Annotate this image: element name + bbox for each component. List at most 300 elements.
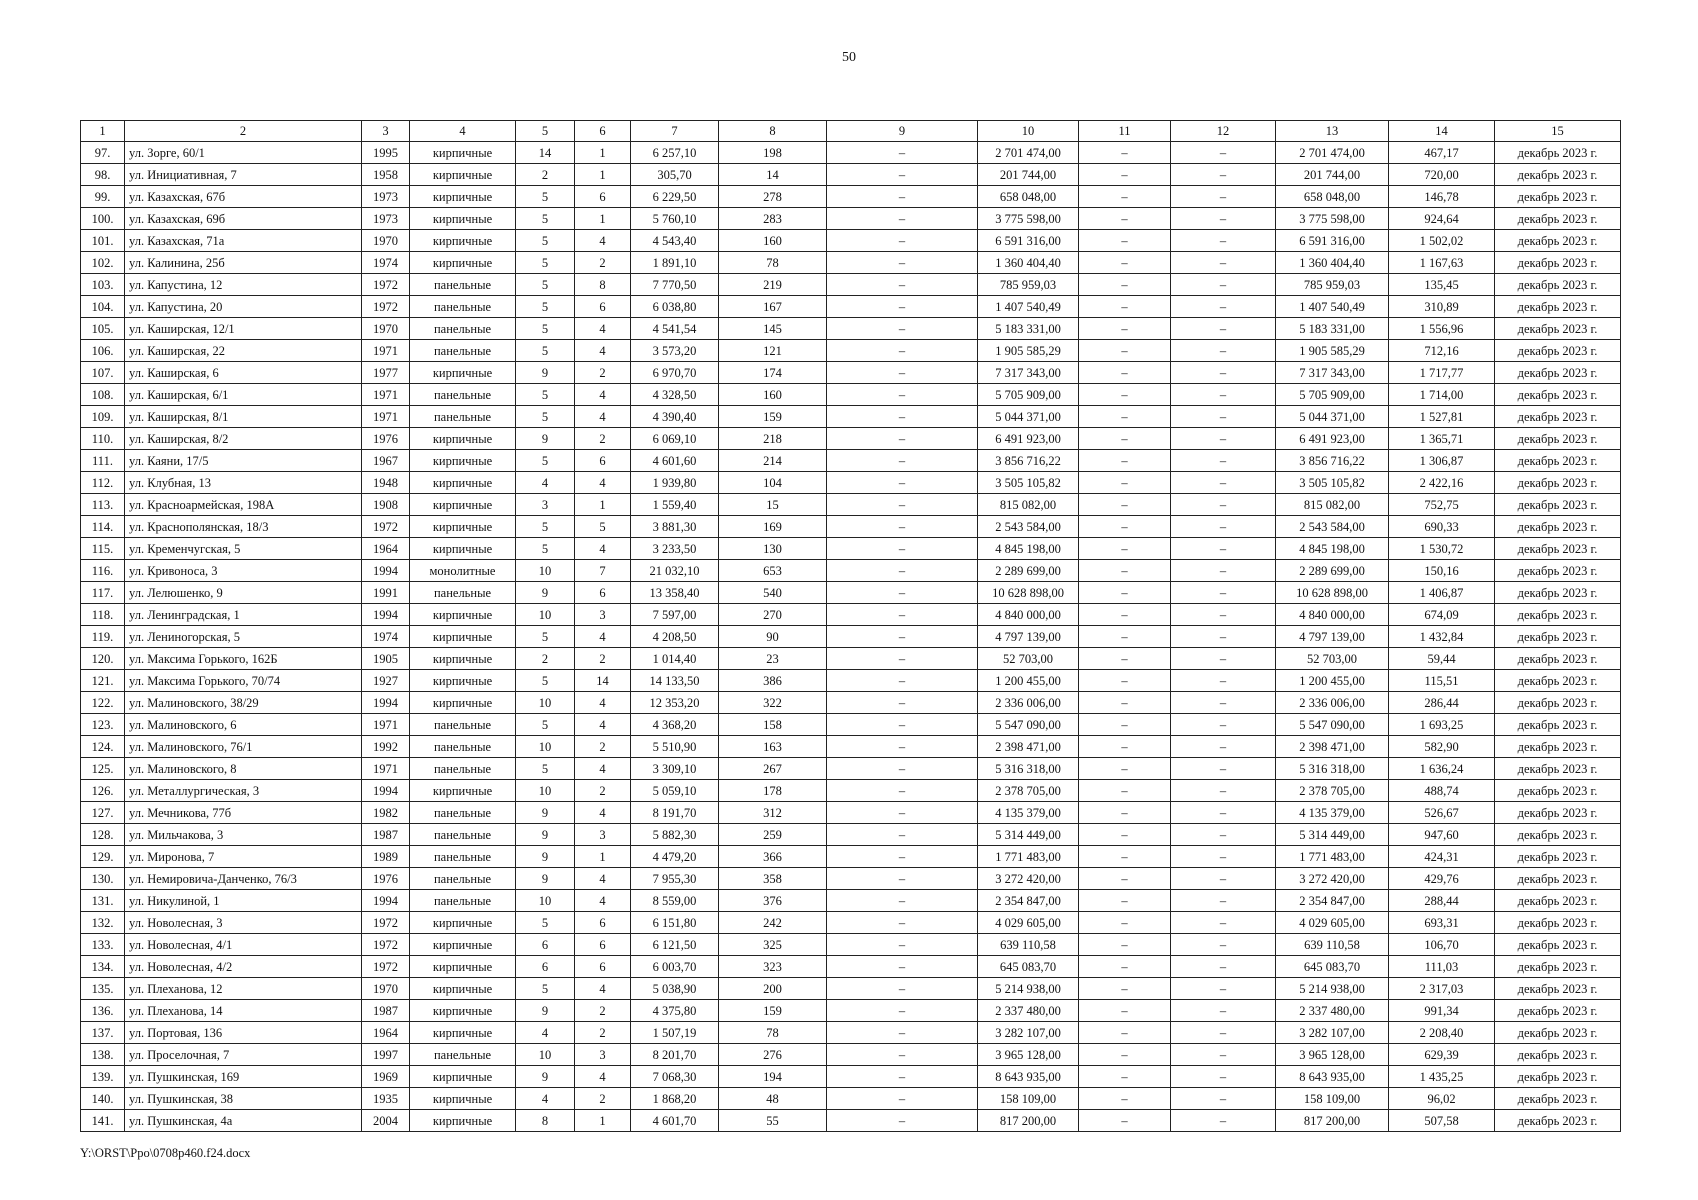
table-cell: 13 358,40 <box>631 582 719 604</box>
table-cell: ул. Малиновского, 8 <box>125 758 362 780</box>
table-cell: 1972 <box>362 516 410 538</box>
table-cell: – <box>827 1000 978 1022</box>
table-cell: 752,75 <box>1389 494 1495 516</box>
table-cell: 1 636,24 <box>1389 758 1495 780</box>
column-header: 6 <box>575 121 631 142</box>
table-cell: кирпичные <box>410 450 516 472</box>
table-cell: – <box>1171 538 1276 560</box>
table-cell: 128. <box>81 824 125 846</box>
table-cell: 267 <box>719 758 827 780</box>
table-cell: 126. <box>81 780 125 802</box>
table-cell: 653 <box>719 560 827 582</box>
table-row <box>81 824 1621 846</box>
table-cell: 283 <box>719 208 827 230</box>
table-cell: 5 <box>575 516 631 538</box>
table-cell: 2 354 847,00 <box>978 890 1079 912</box>
table-cell: 136. <box>81 1000 125 1022</box>
table-cell: 10 <box>516 1044 575 1066</box>
table-cell: ул. Максима Горького, 70/74 <box>125 670 362 692</box>
table-cell: 9 <box>516 824 575 846</box>
table-cell: панельные <box>410 582 516 604</box>
table-body <box>81 142 1621 1132</box>
table-cell: – <box>827 186 978 208</box>
table-cell: – <box>827 450 978 472</box>
column-header: 13 <box>1276 121 1389 142</box>
table-cell: 1974 <box>362 252 410 274</box>
table-cell: 2 398 471,00 <box>1276 736 1389 758</box>
table-cell: декабрь 2023 г. <box>1495 274 1621 296</box>
table-cell: декабрь 2023 г. <box>1495 472 1621 494</box>
table-cell: 3 309,10 <box>631 758 719 780</box>
table-cell: 198 <box>719 142 827 164</box>
table-cell: кирпичные <box>410 1066 516 1088</box>
column-header: 8 <box>719 121 827 142</box>
table-cell: 6 <box>575 956 631 978</box>
table-cell: – <box>827 692 978 714</box>
table-cell: 116. <box>81 560 125 582</box>
table-row <box>81 978 1621 1000</box>
table-cell: – <box>1171 142 1276 164</box>
table-cell: ул. Мильчакова, 3 <box>125 824 362 846</box>
table-cell: – <box>827 384 978 406</box>
table-cell: кирпичные <box>410 362 516 384</box>
table-cell: ул. Каширская, 8/2 <box>125 428 362 450</box>
table-cell: панельные <box>410 802 516 824</box>
table-cell: – <box>1079 340 1171 362</box>
table-cell: – <box>827 824 978 846</box>
table-cell: 1971 <box>362 340 410 362</box>
table-row <box>81 406 1621 428</box>
table-cell: – <box>827 560 978 582</box>
table-cell: 135. <box>81 978 125 1000</box>
table-cell: 2 208,40 <box>1389 1022 1495 1044</box>
table-row <box>81 560 1621 582</box>
table-cell: 1987 <box>362 824 410 846</box>
table-cell: – <box>1079 406 1171 428</box>
table-cell: декабрь 2023 г. <box>1495 1088 1621 1110</box>
table-cell: 4 328,50 <box>631 384 719 406</box>
column-header: 11 <box>1079 121 1171 142</box>
table-cell: 1905 <box>362 648 410 670</box>
table-cell: 1972 <box>362 296 410 318</box>
table-cell: 1970 <box>362 978 410 1000</box>
table-cell: 1 200 455,00 <box>978 670 1079 692</box>
table-cell: 130 <box>719 538 827 560</box>
table-cell: – <box>1079 472 1171 494</box>
table-cell: 4 208,50 <box>631 626 719 648</box>
table-cell: 6 257,10 <box>631 142 719 164</box>
table-cell: 160 <box>719 384 827 406</box>
table-cell: 14 <box>575 670 631 692</box>
table-cell: ул. Казахская, 71а <box>125 230 362 252</box>
table-cell: – <box>1079 516 1171 538</box>
table-cell: 5 183 331,00 <box>978 318 1079 340</box>
table-cell: 424,31 <box>1389 846 1495 868</box>
table-cell: 1 167,63 <box>1389 252 1495 274</box>
table-cell: ул. Ленинградская, 1 <box>125 604 362 626</box>
table-cell: – <box>1171 758 1276 780</box>
table-cell: 5 882,30 <box>631 824 719 846</box>
table-cell: 1 <box>575 494 631 516</box>
table-cell: 2 <box>575 780 631 802</box>
table-cell: ул. Клубная, 13 <box>125 472 362 494</box>
table-cell: 2 398 471,00 <box>978 736 1079 758</box>
table-cell: декабрь 2023 г. <box>1495 340 1621 362</box>
table-cell: 10 628 898,00 <box>1276 582 1389 604</box>
table-cell: 5 <box>516 274 575 296</box>
table-cell: 194 <box>719 1066 827 1088</box>
table-cell: кирпичные <box>410 780 516 802</box>
table-cell: – <box>827 428 978 450</box>
table-cell: 104. <box>81 296 125 318</box>
table-cell: 3 856 716,22 <box>978 450 1079 472</box>
table-cell: 4 <box>575 538 631 560</box>
table-cell: 133. <box>81 934 125 956</box>
table-cell: 4 601,70 <box>631 1110 719 1132</box>
table-cell: 137. <box>81 1022 125 1044</box>
table-cell: – <box>1171 560 1276 582</box>
table-cell: – <box>1079 318 1171 340</box>
table-cell: 1 <box>575 142 631 164</box>
table-cell: – <box>1171 934 1276 956</box>
table-cell: панельные <box>410 296 516 318</box>
table-cell: 146,78 <box>1389 186 1495 208</box>
table-cell: – <box>827 912 978 934</box>
table-cell: панельные <box>410 340 516 362</box>
table-cell: 5 <box>516 340 575 362</box>
table-cell: 5 760,10 <box>631 208 719 230</box>
table-cell: – <box>1079 560 1171 582</box>
table-cell: – <box>1171 318 1276 340</box>
table-cell: 5 <box>516 208 575 230</box>
table-cell: – <box>1079 362 1171 384</box>
table-cell: 219 <box>719 274 827 296</box>
table-cell: 540 <box>719 582 827 604</box>
table-cell: 259 <box>719 824 827 846</box>
table-cell: 5 316 318,00 <box>978 758 1079 780</box>
table-cell: декабрь 2023 г. <box>1495 384 1621 406</box>
table-cell: ул. Металлургическая, 3 <box>125 780 362 802</box>
table-cell: – <box>1171 846 1276 868</box>
table-cell: 6 003,70 <box>631 956 719 978</box>
table-cell: 1977 <box>362 362 410 384</box>
table-cell: 429,76 <box>1389 868 1495 890</box>
table-cell: 135,45 <box>1389 274 1495 296</box>
table-cell: 3 <box>575 824 631 846</box>
table-cell: 645 083,70 <box>978 956 1079 978</box>
table-cell: – <box>827 230 978 252</box>
table-cell: ул. Калинина, 25б <box>125 252 362 274</box>
table-cell: – <box>1171 582 1276 604</box>
table-cell: 14 133,50 <box>631 670 719 692</box>
table-cell: 4 797 139,00 <box>978 626 1079 648</box>
table-cell: 14 <box>516 142 575 164</box>
table-row <box>81 164 1621 186</box>
table-cell: декабрь 2023 г. <box>1495 626 1621 648</box>
table-cell: ул. Плеханова, 14 <box>125 1000 362 1022</box>
table-cell: 4 <box>575 758 631 780</box>
table-cell: 111. <box>81 450 125 472</box>
table-cell: – <box>1079 494 1171 516</box>
table-cell: 1 435,25 <box>1389 1066 1495 1088</box>
table-cell: – <box>1171 978 1276 1000</box>
table-row <box>81 274 1621 296</box>
table-cell: декабрь 2023 г. <box>1495 560 1621 582</box>
table-cell: 2 <box>575 1022 631 1044</box>
table-cell: – <box>1079 736 1171 758</box>
table-cell: 2 <box>516 164 575 186</box>
table-cell: 2 <box>516 648 575 670</box>
table-cell: 6 229,50 <box>631 186 719 208</box>
table-cell: – <box>827 142 978 164</box>
table-cell: 9 <box>516 846 575 868</box>
table-cell: – <box>1171 406 1276 428</box>
table-cell: 1 530,72 <box>1389 538 1495 560</box>
table-cell: ул. Пушкинская, 4а <box>125 1110 362 1132</box>
table-cell: декабрь 2023 г. <box>1495 516 1621 538</box>
table-cell: 8 201,70 <box>631 1044 719 1066</box>
table-cell: – <box>1079 868 1171 890</box>
table-cell: 12 353,20 <box>631 692 719 714</box>
table-cell: ул. Каширская, 6/1 <box>125 384 362 406</box>
table-cell: 5 <box>516 318 575 340</box>
table-cell: 10 <box>516 604 575 626</box>
table-cell: 1 717,77 <box>1389 362 1495 384</box>
table-cell: 1974 <box>362 626 410 648</box>
table-cell: 817 200,00 <box>1276 1110 1389 1132</box>
table-cell: ул. Красноармейская, 198А <box>125 494 362 516</box>
table-cell: 5 705 909,00 <box>1276 384 1389 406</box>
table-cell: 4 135 379,00 <box>978 802 1079 824</box>
table-cell: 2 422,16 <box>1389 472 1495 494</box>
table-cell: ул. Кривоноса, 3 <box>125 560 362 582</box>
table-cell: 5 214 938,00 <box>1276 978 1389 1000</box>
table-row <box>81 802 1621 824</box>
table-cell: 8 <box>575 274 631 296</box>
table-cell: ул. Новолесная, 4/2 <box>125 956 362 978</box>
table-cell: 3 573,20 <box>631 340 719 362</box>
table-cell: – <box>1171 736 1276 758</box>
table-cell: 114. <box>81 516 125 538</box>
table-cell: 1935 <box>362 1088 410 1110</box>
table-cell: 6 121,50 <box>631 934 719 956</box>
table-cell: – <box>1171 516 1276 538</box>
table-cell: – <box>1171 780 1276 802</box>
table-cell: панельные <box>410 868 516 890</box>
table-cell: 488,74 <box>1389 780 1495 802</box>
table-cell: ул. Плеханова, 12 <box>125 978 362 1000</box>
table-row <box>81 736 1621 758</box>
table-cell: 115,51 <box>1389 670 1495 692</box>
table-cell: кирпичные <box>410 1022 516 1044</box>
table-cell: декабрь 2023 г. <box>1495 296 1621 318</box>
table-cell: 1972 <box>362 934 410 956</box>
table-cell: 5 547 090,00 <box>1276 714 1389 736</box>
table-row <box>81 604 1621 626</box>
table-cell: 105. <box>81 318 125 340</box>
table-cell: – <box>1079 978 1171 1000</box>
table-row <box>81 780 1621 802</box>
table-cell: 132. <box>81 912 125 934</box>
table-cell: 78 <box>719 252 827 274</box>
table-cell: 2 <box>575 648 631 670</box>
table-cell: 134. <box>81 956 125 978</box>
table-cell: 218 <box>719 428 827 450</box>
table-row <box>81 1044 1621 1066</box>
table-cell: 1 406,87 <box>1389 582 1495 604</box>
table-cell: 3 965 128,00 <box>1276 1044 1389 1066</box>
table-cell: – <box>1079 802 1171 824</box>
table-cell: 9 <box>516 428 575 450</box>
table-cell: 121. <box>81 670 125 692</box>
table-cell: 4 <box>516 1088 575 1110</box>
table-cell: 10 <box>516 736 575 758</box>
table-cell: 1992 <box>362 736 410 758</box>
table-cell: 102. <box>81 252 125 274</box>
table-cell: 5 <box>516 758 575 780</box>
table-cell: 5 <box>516 450 575 472</box>
table-cell: декабрь 2023 г. <box>1495 318 1621 340</box>
table-cell: – <box>827 934 978 956</box>
table-cell: ул. Малиновского, 38/29 <box>125 692 362 714</box>
table-cell: – <box>827 516 978 538</box>
table-cell: 358 <box>719 868 827 890</box>
table-cell: 288,44 <box>1389 890 1495 912</box>
table-cell: 6 151,80 <box>631 912 719 934</box>
table-cell: 7 317 343,00 <box>1276 362 1389 384</box>
table-cell: ул. Капустина, 12 <box>125 274 362 296</box>
table-cell: 693,31 <box>1389 912 1495 934</box>
table-cell: – <box>1171 714 1276 736</box>
table-cell: 4 375,80 <box>631 1000 719 1022</box>
table-cell: – <box>1171 890 1276 912</box>
table-cell: 323 <box>719 956 827 978</box>
table-cell: 276 <box>719 1044 827 1066</box>
table-row <box>81 362 1621 384</box>
table-cell: ул. Новолесная, 4/1 <box>125 934 362 956</box>
table-row <box>81 538 1621 560</box>
table-cell: декабрь 2023 г. <box>1495 648 1621 670</box>
table-cell: кирпичные <box>410 934 516 956</box>
table-cell: 4 845 198,00 <box>1276 538 1389 560</box>
table-cell: 1958 <box>362 164 410 186</box>
table-cell: 4 <box>575 472 631 494</box>
table-cell: – <box>827 274 978 296</box>
table-cell: декабрь 2023 г. <box>1495 1044 1621 1066</box>
table-cell: – <box>827 472 978 494</box>
table-cell: – <box>827 890 978 912</box>
table-row <box>81 296 1621 318</box>
table-cell: декабрь 2023 г. <box>1495 164 1621 186</box>
table-cell: 3 881,30 <box>631 516 719 538</box>
table-cell: 1 407 540,49 <box>1276 296 1389 318</box>
table-cell: ул. Пушкинская, 38 <box>125 1088 362 1110</box>
table-row <box>81 1110 1621 1132</box>
table-cell: 8 559,00 <box>631 890 719 912</box>
table-cell: – <box>1171 1044 1276 1066</box>
table-cell: кирпичные <box>410 230 516 252</box>
page-number: 50 <box>842 50 856 65</box>
column-header: 4 <box>410 121 516 142</box>
table-cell: кирпичные <box>410 252 516 274</box>
table-cell: декабрь 2023 г. <box>1495 890 1621 912</box>
table-cell: 5 <box>516 912 575 934</box>
table-cell: 2 <box>575 1088 631 1110</box>
table-cell: – <box>1079 670 1171 692</box>
table-cell: 1970 <box>362 230 410 252</box>
table-cell: декабрь 2023 г. <box>1495 1066 1621 1088</box>
table-cell: – <box>1171 692 1276 714</box>
table-cell: 2 337 480,00 <box>1276 1000 1389 1022</box>
table-cell: 286,44 <box>1389 692 1495 714</box>
table-cell: 10 628 898,00 <box>978 582 1079 604</box>
table-cell: 1 <box>575 164 631 186</box>
table-cell: 10 <box>516 560 575 582</box>
table-cell: 97. <box>81 142 125 164</box>
table-cell: 4 601,60 <box>631 450 719 472</box>
table-cell: 1948 <box>362 472 410 494</box>
table-cell: 712,16 <box>1389 340 1495 362</box>
table-cell: ул. Лелюшенко, 9 <box>125 582 362 604</box>
table-cell: 947,60 <box>1389 824 1495 846</box>
table-cell: 158 <box>719 714 827 736</box>
table-cell: 3 <box>575 1044 631 1066</box>
table-cell: 785 959,03 <box>978 274 1079 296</box>
table-cell: 386 <box>719 670 827 692</box>
table-cell: 52 703,00 <box>1276 648 1389 670</box>
table-cell: 107. <box>81 362 125 384</box>
table-cell: кирпичные <box>410 692 516 714</box>
table-cell: 658 048,00 <box>978 186 1079 208</box>
table-cell: 1994 <box>362 692 410 714</box>
table-cell: 5 <box>516 626 575 648</box>
table-cell: 1964 <box>362 1022 410 1044</box>
table-cell: 4 479,20 <box>631 846 719 868</box>
table-cell: 131. <box>81 890 125 912</box>
table-cell: 6 <box>575 296 631 318</box>
table-cell: 629,39 <box>1389 1044 1495 1066</box>
table-cell: 4 <box>516 472 575 494</box>
table-cell: – <box>1079 1110 1171 1132</box>
table-cell: 106. <box>81 340 125 362</box>
table-cell: 658 048,00 <box>1276 186 1389 208</box>
table-cell: кирпичные <box>410 494 516 516</box>
table-cell: 322 <box>719 692 827 714</box>
table-cell: кирпичные <box>410 516 516 538</box>
table-cell: 1 432,84 <box>1389 626 1495 648</box>
table-cell: 150,16 <box>1389 560 1495 582</box>
table-cell: декабрь 2023 г. <box>1495 538 1621 560</box>
table-cell: ул. Каяни, 17/5 <box>125 450 362 472</box>
table-cell: 174 <box>719 362 827 384</box>
table-cell: 1971 <box>362 406 410 428</box>
table-cell: кирпичные <box>410 472 516 494</box>
table-cell: 163 <box>719 736 827 758</box>
table-cell: 1991 <box>362 582 410 604</box>
table-cell: 214 <box>719 450 827 472</box>
table-cell: 1 771 483,00 <box>978 846 1079 868</box>
table-cell: 6 491 923,00 <box>1276 428 1389 450</box>
table-cell: 15 <box>719 494 827 516</box>
table-cell: декабрь 2023 г. <box>1495 230 1621 252</box>
table-cell: 106,70 <box>1389 934 1495 956</box>
table-cell: – <box>1079 186 1171 208</box>
table-row <box>81 186 1621 208</box>
table-cell: – <box>1171 274 1276 296</box>
table-cell: 4 <box>575 978 631 1000</box>
table-row <box>81 670 1621 692</box>
table-cell: ул. Малиновского, 6 <box>125 714 362 736</box>
